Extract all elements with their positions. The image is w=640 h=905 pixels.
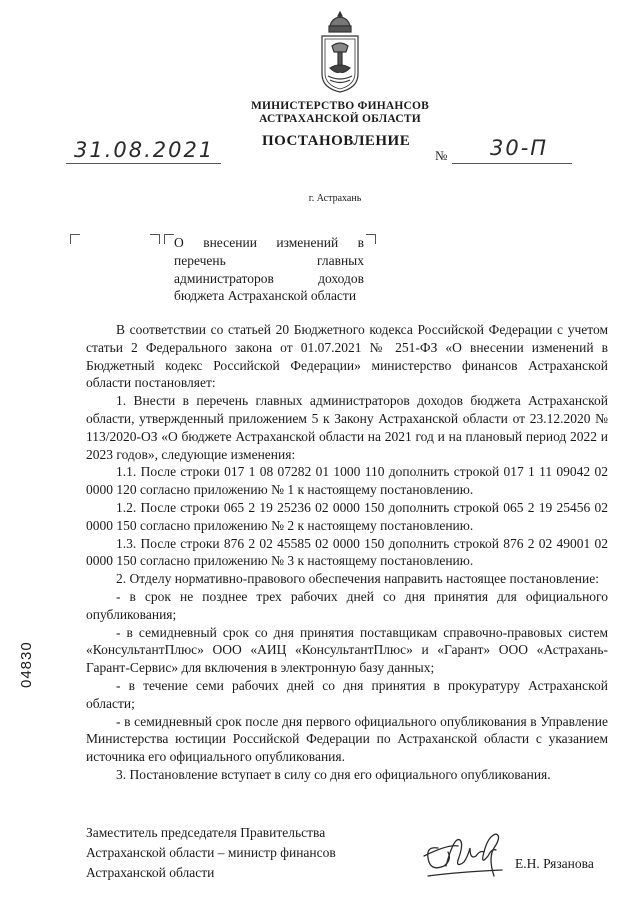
city-label: г. Астрахань [308, 193, 362, 204]
corner-mark [164, 234, 174, 244]
document-subject: О внесении изменений в перечень главных администраторов доходов бюджета Астраханской области [174, 235, 364, 304]
corner-mark [150, 234, 160, 244]
body-paragraph: - в семидневный срок после дня первого официального опубликования в Управление Министерства юстиции Российской Федерации по Астраханской области с указанием источника его официального опубликования. [86, 713, 608, 765]
document-date: 31.08.2021 [74, 138, 215, 162]
body-paragraph: 1.1. После строки 017 1 08 07282 01 1000 110 дополнить строкой 017 1 11 09042 02 0000 120 согласно приложению № 1 к настоящему постановлению. [86, 464, 608, 498]
ministry-name-line1: МИНИСТЕРСТВО ФИНАНСОВ [250, 100, 430, 112]
body-paragraph: 3. Постановление вступает в силу со дня его официального опубликования. [116, 766, 551, 782]
body-paragraph: - в течение семи рабочих дней со дня принятия в прокуратуру Астраханской области; [86, 677, 608, 711]
corner-mark [70, 234, 80, 244]
body-paragraph: 1.3. После строки 876 2 02 45585 02 0000 150 дополнить строкой 876 2 02 49001 02 0000 150 согласно приложению № 3 к настоящему постановлению. [86, 535, 608, 569]
date-underline [66, 163, 221, 164]
signature-title-block [86, 823, 406, 883]
body-paragraph: 1.2. После строки 065 2 19 25236 02 0000 150 дополнить строкой 065 2 19 25456 02 0000 150 согласно приложению № 2 к настоящему постановлению. [86, 499, 608, 533]
number-underline [452, 163, 572, 164]
body-paragraph: 2. Отделу нормативно-правового обеспечения направить настоящее постановление: [116, 571, 599, 587]
corner-mark [366, 234, 376, 244]
body-paragraph: В соответствии со статьей 20 Бюджетного кодекса Российской Федерации с учетом статьи 2 Федерального закона от 01.07.2021 № 251-ФЗ «О внесении изменений в Бюджетный кодекс Российской Федерации» министерство финансов Астраханской области постановляет: [86, 322, 608, 391]
body-paragraph: - в срок не позднее трех рабочих дней со дня принятия для официального опубликования; [86, 588, 608, 622]
astrakhan-emblem-icon [318, 10, 362, 94]
body-paragraph: - в семидневный срок со дня принятия поставщикам справочно-правовых систем «КонсультантПлюс» ООО «АИЦ «КонсультантПлюс» и «Гарант» ООО «Астрахань-Гарант-Сервис» для включения в электронную базу данных; [86, 624, 608, 676]
document-type: ПОСТАНОВЛЕНИЕ [262, 133, 411, 149]
document-number: 30-П [490, 136, 549, 160]
handwritten-signature [418, 826, 508, 884]
signer-name: Е.Н. Рязанова [515, 856, 594, 871]
signer-title-line: Астраханской области [86, 865, 215, 880]
signer-title-line: Астраханской области – министр финансов [86, 845, 336, 860]
number-sign: № [435, 148, 448, 163]
side-registration-number: 04830 [18, 641, 35, 688]
ministry-name-line2: АСТРАХАНСКОЙ ОБЛАСТИ [259, 113, 421, 125]
document-body [86, 321, 608, 784]
body-paragraph: 1. Внести в перечень главных администраторов доходов бюджета Астраханской области, утвержденный приложением 5 к Закону Астраханской области от 23.12.2020 № 113/2020-ОЗ «О бюджете Астраханской области на 2021 год и на плановый период 2022 и 2023 годов», следующие изменения: [86, 393, 608, 462]
signer-title-line: Заместитель председателя Правительства [86, 825, 326, 840]
